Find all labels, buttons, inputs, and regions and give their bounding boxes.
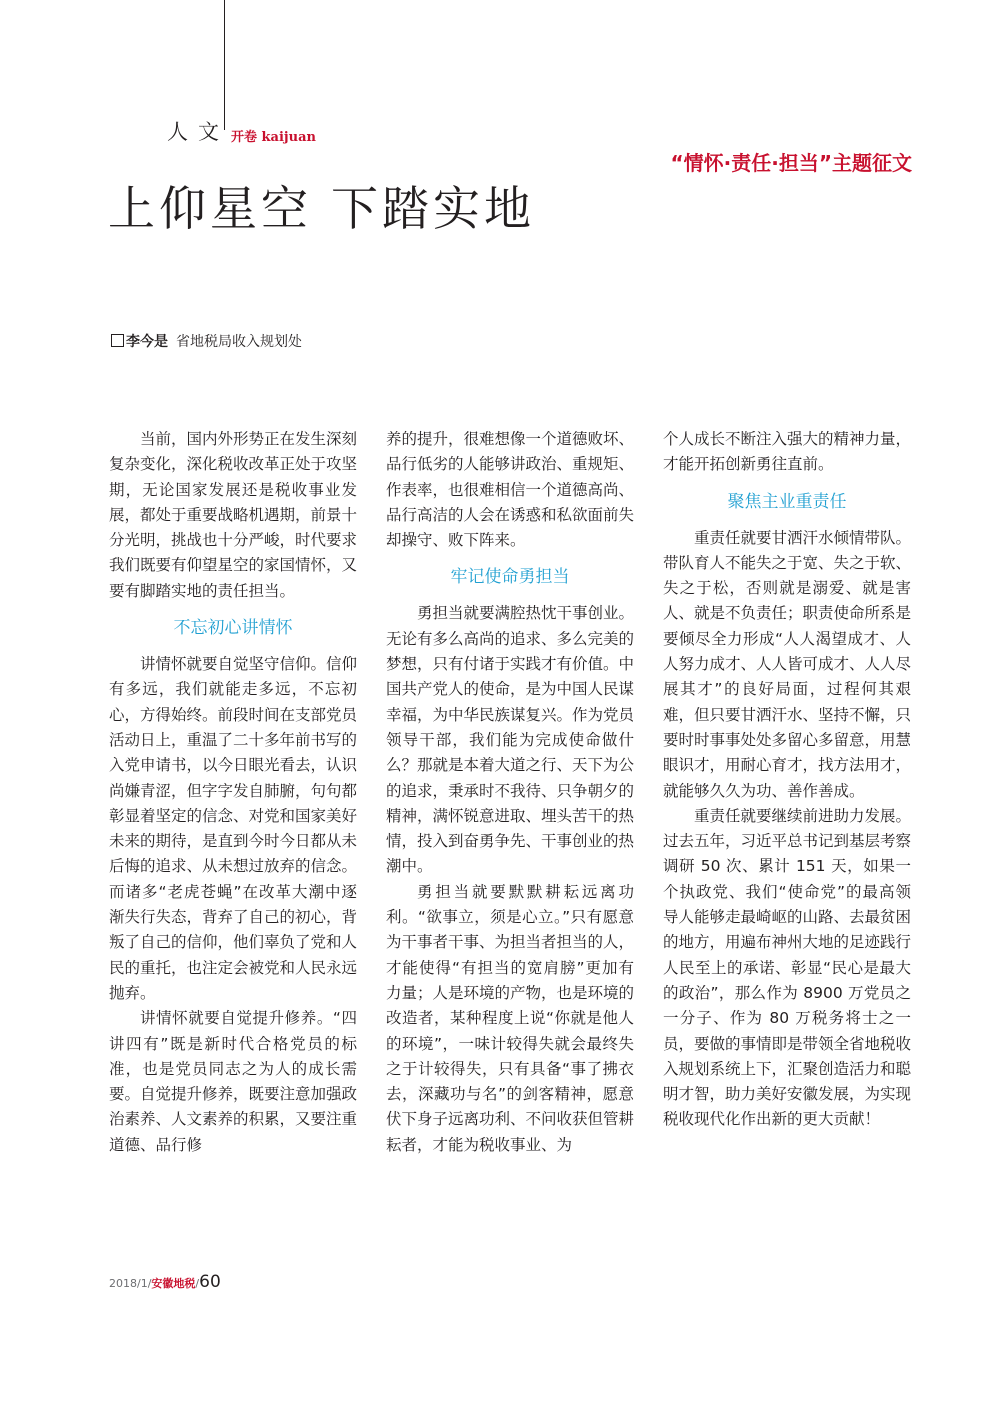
page-number: 60 (199, 1272, 221, 1292)
paragraph: 讲情怀就要自觉坚守信仰。信仰有多远，我们就能走多远，不忘初心，方得始终。前段时间在支部党员活动日上，重温了二十多年前书写的入党申请书，以今日眼光看去，认识尚嫌青涩，但字字发自肺腑，句句都彰显着坚定的信念、对党和国家美好未来的期待，是直到今时今日都从未后悔的追求、从未想过放弃的信念。而诸多“老虎苍蝇”在改革大潮中逐渐失行失态，背弃了自己的初心，背叛了自己的信仰，他们辜负了党和人民的重托，也注定会被党和人民永远抛弃。 (109, 655, 358, 1002)
author-name: 李今是 (126, 334, 168, 350)
paragraph: 养的提升，很难想像一个道德败坏、品行低劣的人能够讲政治、重规矩、作表率，也很难相信一个道德高尚、品行高洁的人会在诱惑和私欲面前失却操守、败下阵来。 (386, 430, 635, 550)
subheading: 聚焦主业重责任 (727, 491, 847, 512)
series-title: “情怀·责任·担当”主题征文 (670, 151, 912, 175)
byline-box-icon (111, 334, 124, 347)
section-label: 人文 (167, 120, 229, 144)
text-column-3 (663, 427, 911, 1133)
paragraph: 重责任就要甘洒汗水倾情带队。带队育人不能失之于宽、失之于软、失之于松，否则就是溺爱、就是害人、就是不负责任；职责使命所系是要倾尽全力形成“人人渴望成才、人人努力成才、人人皆可成才、人人尽展其才”的良好局面，过程何其艰难，但只要甘洒汗水、坚持不懈，只要时时事事处处多留心多留意，用慧眼识才，用耐心育才，找方法用才，就能够久久为功、善作善成。 (663, 528, 912, 800)
subheading: 不忘初心讲情怀 (173, 618, 293, 639)
text-column-1 (109, 427, 357, 1158)
column-tag-en: kaijuan (261, 130, 316, 145)
page-footer (109, 1272, 221, 1292)
text-column-2 (386, 427, 634, 1158)
issue-date: 2018/1/ (109, 1277, 152, 1290)
header-divider-line (224, 0, 225, 130)
paragraph: 个人成长不断注入强大的精神力量，才能开拓创新勇往直前。 (663, 430, 912, 474)
paragraph: 重责任就要继续前进助力发展。过去五年，习近平总书记到基层考察调研 50 次、累计 151 天，如果一个执政党、我们“使命党”的最高领导人能够走最崎岖的山路、去最贫困的地方，用遍布神州大地的足迹践行人民至上的承诺、彰显“民心是最大的政治”，那么作为 8900 万党员之一分子、作为 80 万税务将士之一员，要做的事情即是带领全省地税收入规划系统上下，汇聚创造活力和聪明才智，助力美好安徽发展，为实现税收现代化作出新的更大贡献！ (663, 806, 912, 1129)
paragraph: 勇担当就要满腔热忱干事创业。无论有多么高尚的追求、多么完美的梦想，只有付诸于实践才有价值。中国共产党人的使命，是为中国人民谋幸福，为中华民族谋复兴。作为党员领导干部，我们能为完成使命做什么？那就是本着大道之行、天下为公的追求，秉承时不我待、只争朝夕的精神，满怀锐意进取、埋头苦干的热情，投入到奋勇争先、干事创业的热潮中。 (386, 604, 635, 876)
article-title: 上仰星空 下踏实地 (108, 182, 535, 237)
footer-slash: / (195, 1277, 200, 1290)
column-tag (231, 126, 316, 145)
magazine-name: 安徽地税 (151, 1277, 196, 1290)
subheading: 牢记使命勇担当 (450, 567, 570, 588)
author-affiliation: 省地税局收入规划处 (176, 334, 302, 350)
paragraph: 勇担当就要默默耕耘远离功利。“欲事立，须是心立。”只有愿意为干事者干事、为担当者担当的人，才能使得“有担当的宽肩膀”更加有力量；人是环境的产物，也是环境的改造者，某种程度上说“你就是他人的环境”，一味计较得失就会最终失之于计较得失，只有具备“事了拂衣去，深藏功与名”的剑客精神，愿意伏下身子远离功利、不问收获但管耕耘者，才能为税收事业、为 (386, 882, 635, 1154)
byline (111, 331, 302, 351)
paragraph: 当前，国内外形势正在发生深刻复杂变化，深化税收改革正处于攻坚期，无论国家发展还是税收事业发展，都处于重要战略机遇期，前景十分光明，挑战也十分严峻，时代要求我们既要有仰望星空的家国情怀，又要有脚踏实地的责任担当。 (109, 430, 358, 600)
paragraph: 讲情怀就要自觉提升修养。“四讲四有”既是新时代合格党员的标准，也是党员同志之为人的成长需要。自觉提升修养，既要注意加强政治素养、人文素养的积累，又要注重道德、品行修 (109, 1009, 358, 1154)
column-tag-cn: 开卷 (231, 130, 258, 145)
